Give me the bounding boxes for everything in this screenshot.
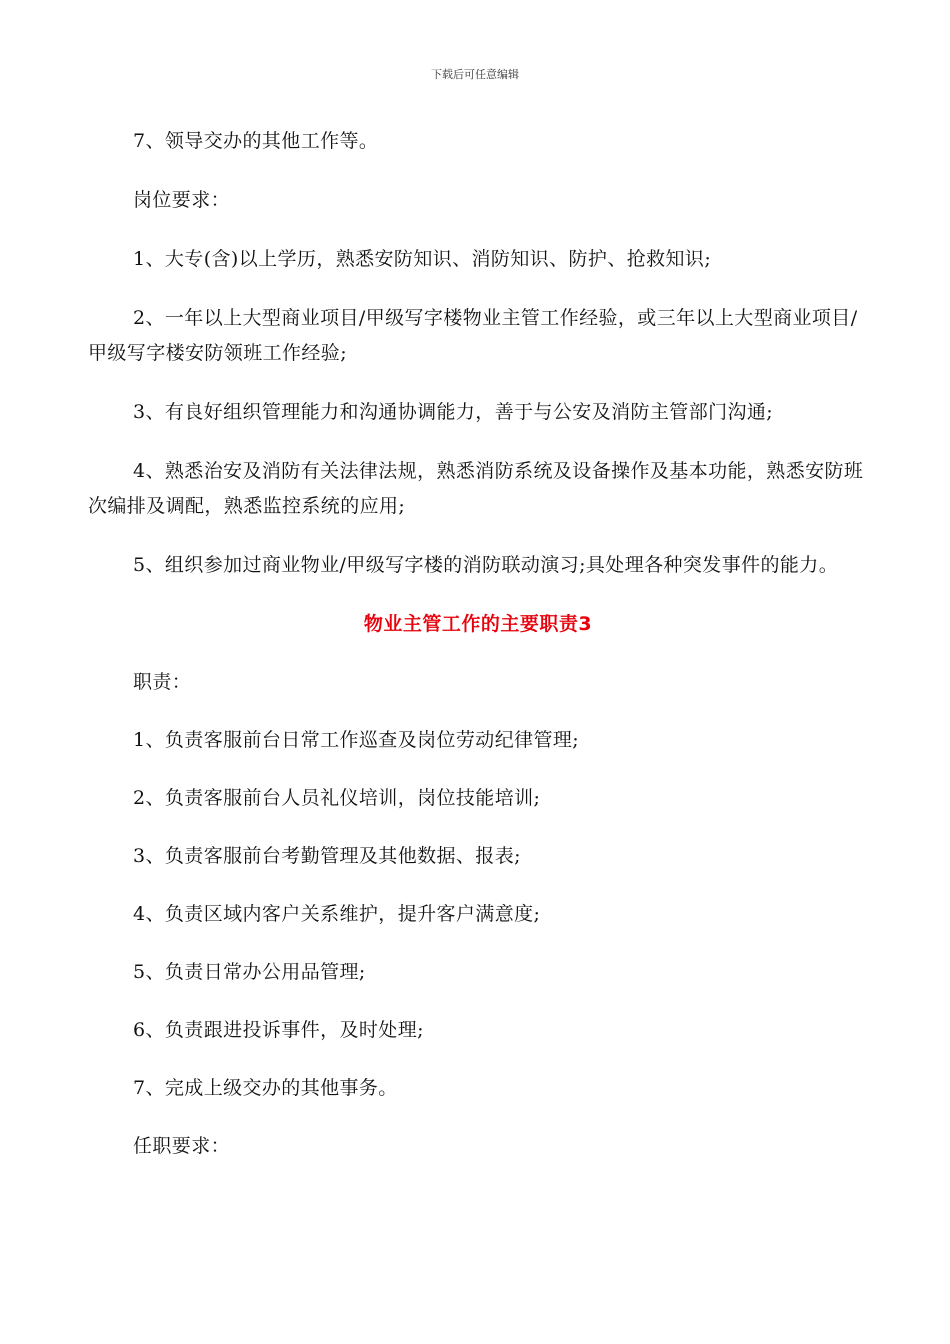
paragraph-job-requirements-label: 岗位要求：: [133, 189, 231, 211]
page-header-note: 下载后可任意编辑: [431, 68, 519, 81]
paragraph-duty-6: 6、负责跟进投诉事件，及时处理;: [133, 1019, 424, 1041]
paragraph-duty-4: 4、负责区域内客户关系维护，提升客户满意度;: [133, 903, 541, 925]
paragraph-duty-2: 2、负责客服前台人员礼仪培训，岗位技能培训;: [133, 787, 541, 809]
paragraph-qualifications-label: 任职要求：: [133, 1135, 231, 1157]
paragraph-duty-3: 3、负责客服前台考勤管理及其他数据、报表;: [133, 845, 521, 867]
document-body: [88, 124, 868, 1187]
paragraph-requirement-5: 5、组织参加过商业物业/甲级写字楼的消防联动演习;具处理各种突发事件的能力。: [133, 554, 839, 576]
paragraph-duty-7: 7、完成上级交办的其他事务。: [133, 1077, 398, 1099]
paragraph-requirement-3: 3、有良好组织管理能力和沟通协调能力，善于与公安及消防主管部门沟通;: [133, 401, 774, 423]
paragraph-duty-5: 5、负责日常办公用品管理;: [133, 961, 366, 983]
paragraph-duties-label: 职责：: [133, 671, 192, 693]
section-title: 物业主管工作的主要职责3: [363, 613, 593, 635]
paragraph-duty-1: 1、负责客服前台日常工作巡查及岗位劳动纪律管理;: [133, 729, 580, 751]
paragraph-item-7: 7、领导交办的其他工作等。: [133, 130, 379, 152]
paragraph-requirement-4: 4、熟悉治安及消防有关法律法规，熟悉消防系统及设备操作及基本功能，熟悉安防班次编排及调配，熟悉监控系统的应用;: [88, 460, 864, 517]
paragraph-requirement-1: 1、大专(含)以上学历，熟悉安防知识、消防知识、防护、抢救知识;: [133, 248, 712, 270]
paragraph-requirement-2: 2、一年以上大型商业项目/甲级写字楼物业主管工作经验，或三年以上大型商业项目/甲级写字楼安防领班工作经验;: [88, 307, 858, 364]
